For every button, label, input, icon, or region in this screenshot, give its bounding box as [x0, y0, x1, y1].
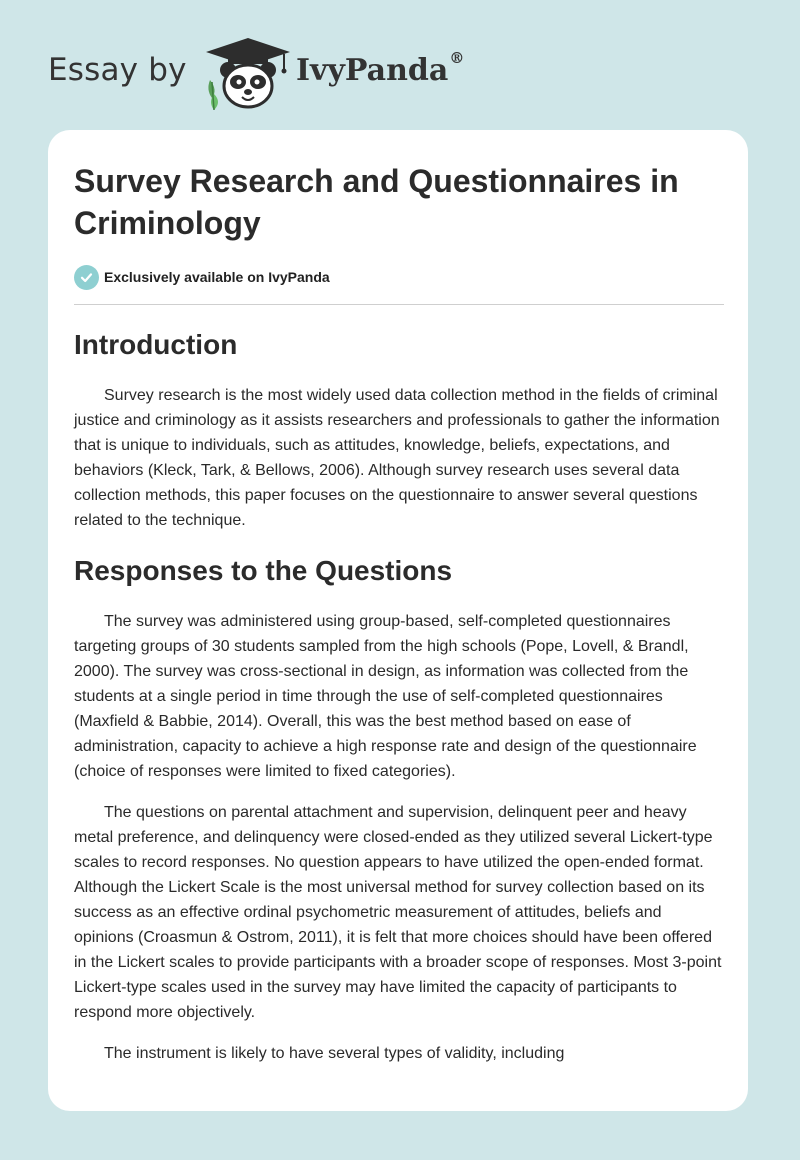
paragraph: Survey research is the most widely used data collection method in the fields of criminal justice and criminology as it assists researchers and professionals to gather the information that is unique to individuals, such as attitudes, knowledge, beliefs, expectations, and behaviors (Kleck, Tark, & Bellows, 2006). Although survey research uses several data collection methods, this paper focuses on the questionnaire to answer several questions related to the technique.	[74, 387, 720, 529]
site-header	[48, 30, 748, 110]
exclusive-badge	[74, 264, 724, 290]
essay-by-label: Essay by	[48, 52, 187, 88]
section-heading-introduction: Introduction	[74, 329, 238, 360]
section-heading-responses: Responses to the Questions	[74, 555, 453, 586]
brand-name[interactable]	[296, 49, 465, 88]
paragraph: The questions on parental attachment and supervision, delinquent peer and heavy metal preference, and delinquency were closed-ended as they utilized several Lickert-type scales to record responses. No question appears to have utilized the open-ended format. Although the Lickert Scale is the most universal method for survey collection based on its success as an effective ordinal psychometric measurement of attitudes, beliefs and opinions (Croasmun & Ostrom, 2011), it is felt that more choices should have been offered in the Lickert scales to provide participants with a broader scope of responses. Most 3-point Lickert-type scales used in the survey may have limited the capacity of participants to respond more objectively.	[74, 804, 722, 1021]
brand-name-text: IvyPanda	[296, 53, 449, 88]
essay-content	[74, 160, 724, 1066]
essay-card	[48, 130, 748, 1111]
ivypanda-logo-icon[interactable]	[204, 36, 292, 112]
paragraph: The survey was administered using group-based, self-completed questionnaires targeting groups of 30 students sampled from the high schools (Pope, Lovell, & Brandl, 2000). The survey was cross-sectional in design, as information was collected from the students at a single period in time through the use of self-completed questionnaires (Maxfield & Babbie, 2014). Overall, this was the best method based on ease of administration, capacity to achieve a high response rate and design of the questionnaire (choice of responses were limited to fixed categories).	[74, 613, 697, 780]
registered-mark: ®	[449, 49, 465, 67]
check-circle-icon	[74, 265, 99, 290]
title-divider	[74, 304, 724, 305]
essay-title: Survey Research and Questionnaires in Criminology	[74, 163, 679, 241]
exclusive-label: Exclusively available on IvyPanda	[104, 269, 330, 285]
paragraph: The instrument is likely to have several types of validity, including	[104, 1045, 565, 1062]
